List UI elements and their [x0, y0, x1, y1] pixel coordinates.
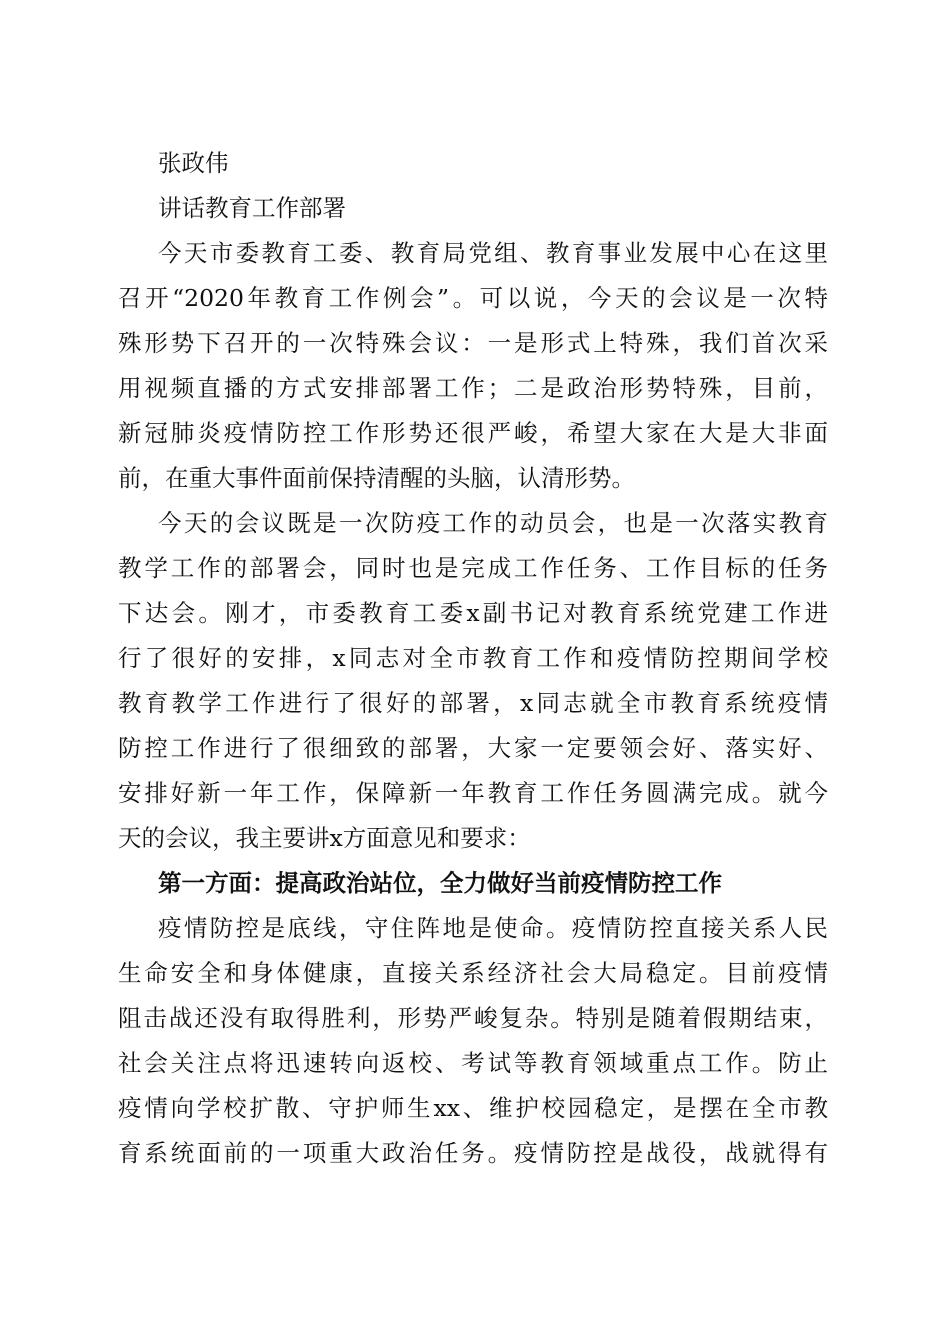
paragraph-line: 殊形势下召开的一次特殊会议：一是形式上特殊，我们首次采 — [118, 329, 828, 357]
paragraph-line: 新冠肺炎疫情防控工作形势还很严峻，希望大家在大是大非面 — [118, 419, 828, 447]
paragraph-line: 行了很好的安排，x同志对全市教育工作和疫情防控期间学校 — [118, 644, 828, 672]
paragraph-line: 今天的会议既是一次防疫工作的动员会，也是一次落实教育 — [158, 509, 828, 537]
paragraph-line: 前，在重大事件面前保持清醒的头脑，认清形势。 — [118, 464, 635, 492]
paragraph-line: 防控工作进行了很细致的部署，大家一定要领会好、落实好、 — [118, 734, 828, 762]
paragraph-line: 育系统面前的一项重大政治任务。疫情防控是战役，战就得有 — [118, 1139, 828, 1167]
speech-subtitle: 讲话教育工作部署 — [158, 194, 346, 222]
paragraph-line: 教学工作的部署会，同时也是完成工作任务、工作目标的任务 — [118, 554, 828, 582]
paragraph-line: 今天市委教育工委、教育局党组、教育事业发展中心在这里 — [158, 239, 828, 267]
paragraph-line: 用视频直播的方式安排部署工作；二是政治形势特殊，目前， — [118, 374, 828, 402]
section-heading: 第一方面：提高政治站位，全力做好当前疫情防控工作 — [158, 869, 722, 897]
document-body — [118, 141, 828, 1176]
paragraph-line: 社会关注点将迅速转向返校、考试等教育领域重点工作。防止 — [118, 1049, 828, 1077]
author-name: 张政伟 — [158, 149, 229, 177]
paragraph-line: 安排好新一年工作，保障新一年教育工作任务圆满完成。就今 — [118, 779, 828, 807]
paragraph-1 — [118, 231, 828, 501]
paragraph-line: 阻击战还没有取得胜利，形势严峻复杂。特别是随着假期结束， — [118, 1004, 828, 1032]
paragraph-line: 教育教学工作进行了很好的部署，x同志就全市教育系统疫情 — [118, 689, 828, 717]
paragraph-line: 疫情向学校扩散、守护师生xx、维护校园稳定，是摆在全市教 — [118, 1094, 828, 1122]
paragraph-line: 疫情防控是底线，守住阵地是使命。疫情防控直接关系人民 — [158, 914, 828, 942]
paragraph-3 — [118, 906, 828, 1176]
paragraph-2 — [118, 501, 828, 861]
paragraph-line: 天的会议，我主要讲x方面意见和要求： — [118, 824, 531, 852]
paragraph-line: 生命安全和身体健康，直接关系经济社会大局稳定。目前疫情 — [118, 959, 828, 987]
paragraph-line: 下达会。刚才，市委教育工委x副书记对教育系统党建工作进 — [118, 599, 828, 627]
paragraph-line: 召开“2020年教育工作例会”。可以说，今天的会议是一次特 — [118, 284, 828, 312]
